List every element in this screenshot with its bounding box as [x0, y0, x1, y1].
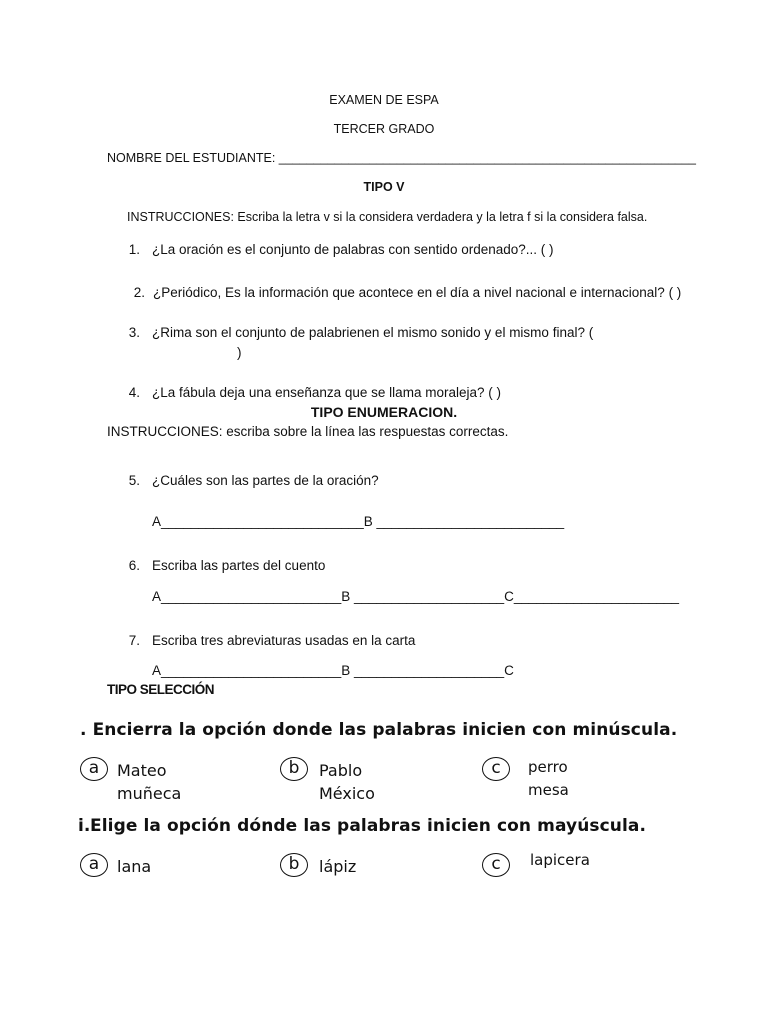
selection-question-2: Elige la opción dónde las palabras inicien con mayúscula.	[90, 816, 647, 836]
grade-label: TERCER GRADO	[333, 122, 435, 136]
option-b-word: lápiz	[319, 857, 357, 876]
selection-question-2-prefix: i.	[78, 816, 91, 836]
item-text: ¿Rima son el conjunto de palabrienen el mismo sonido y el mismo final? (	[152, 325, 594, 340]
option-b-circle: b	[280, 853, 308, 877]
option-c-circle: c	[482, 853, 510, 877]
option-c-word-2: mesa	[528, 781, 569, 799]
option-a-circle: a	[80, 853, 108, 877]
section-v-instructions: INSTRUCCIONES: Escriba la letra v si la considera verdadera y la letra f si la considera falsa.	[127, 210, 648, 224]
answer-lines: A________________________B ____________________C	[152, 663, 514, 678]
option-b-word-1: Pablo	[319, 761, 363, 780]
option-a-word: lana	[117, 857, 152, 876]
section-enum-title: TIPO ENUMERACION.	[310, 404, 458, 420]
item-text: Escriba las partes del cuento	[152, 558, 326, 573]
option-c-word-1: perro	[528, 758, 568, 776]
option-a-word-1: Mateo	[117, 761, 167, 780]
option-a-word-2: muñeca	[117, 784, 182, 803]
option-b-word-2: México	[319, 784, 375, 803]
item-number: 5.	[128, 473, 140, 488]
section-enum-instructions: INSTRUCCIONES: escriba sobre la línea las respuestas correctas.	[107, 424, 509, 439]
exam-title: EXAMEN DE ESPA	[329, 93, 439, 107]
option-a-circle: a	[80, 757, 108, 781]
item-number: 6.	[128, 558, 140, 573]
option-c-word: lapicera	[530, 851, 590, 869]
item-number: 4.	[128, 385, 140, 400]
student-name-field: NOMBRE DEL ESTUDIANTE: ____________________________________________________________	[107, 151, 696, 165]
item-text: ¿La fábula deja una enseñanza que se llama moraleja? ( )	[152, 385, 501, 400]
item-text: Escriba tres abreviaturas usadas en la carta	[152, 633, 416, 648]
selection-question-1: . Encierra la opción donde las palabras inicien con minúscula.	[80, 720, 678, 740]
item-number: 7.	[128, 633, 140, 648]
option-c-circle: c	[482, 757, 510, 781]
item-text-continued: )	[237, 345, 242, 360]
section-sel-title: TIPO SELECCIÓN	[107, 682, 215, 697]
item-number: 2.	[133, 285, 145, 300]
item-text: ¿Periódico, Es la información que acontece en el día a nivel nacional e internacional? ( )	[153, 285, 682, 300]
answer-lines: A________________________B ____________________C______________________	[152, 589, 680, 604]
item-number: 3.	[128, 325, 140, 340]
item-text: ¿Cuáles son las partes de la oración?	[152, 473, 379, 488]
option-b-circle: b	[280, 757, 308, 781]
item-text: ¿La oración es el conjunto de palabras con sentido ordenado?... ( )	[152, 242, 554, 257]
item-number: 1.	[128, 242, 140, 257]
section-v-title: TIPO V	[363, 180, 405, 194]
answer-lines: A___________________________B _________________________	[152, 514, 565, 529]
